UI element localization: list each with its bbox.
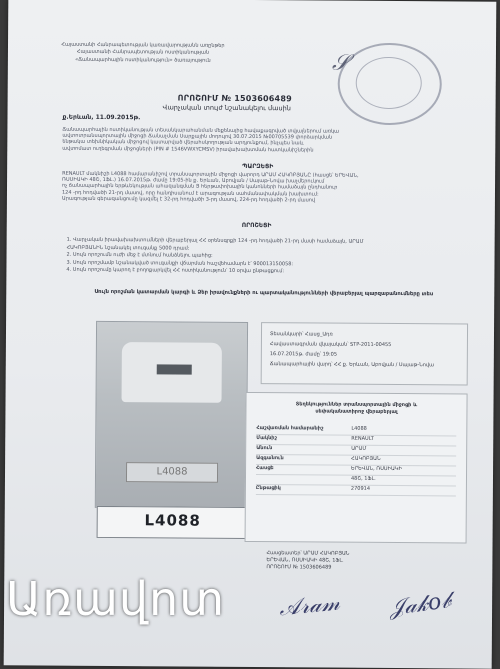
vehicle-info-title-line: Տեղեկություններ տրանսպորտային միջոցի և: [295, 401, 418, 409]
car-plate-mark: [157, 364, 192, 374]
publisher-watermark: Առավոտ: [6, 572, 225, 626]
header-line: Հայաստանի Հանրապետության կառավարությանն առընթեր: [61, 41, 225, 49]
header-line: «Ճանապարհային ոստիկանություն» ծառայություն: [75, 56, 211, 64]
intro-line: ավտոմատ ուղեգրման միջոցների (PIN # 1546VWXYCMSV) իրավախախտման հատկանիշներին: [62, 145, 314, 154]
car-image: [122, 342, 222, 403]
issuer-header: [8, 41, 278, 65]
addressee-address: ԵՐԵՎԱՆ, ՌՍՍԻԱԿԻ 48Շ, 1ՖԼ.: [266, 557, 344, 564]
found-line: ՌՍՍԻԱԿԻ 48Շ, 1ՖԼ.) 16.07.2015թ. ժամը 19:05-ին ք. Երևան, Աբովյան / Սայաթ-Նովա խաչմերուկում: [62, 176, 325, 185]
section-found-heading: ՊԱՐԶԵՑԻ: [242, 162, 274, 171]
intro-line: Ճանապարհային ոստիկանության տեսանկարահանման մեքենայից հավաքագրված տվյալներում առկա: [62, 126, 340, 135]
decision-item: ՀԱԿՈԲՅԱՆԻՆ նշանակել տուգանք 5000 դրամ:: [66, 244, 190, 252]
row-value: ՀԱԿՈԲՅԱՆ: [351, 455, 381, 462]
notice-line: Սույն որոշման կատարման կարգի և Ձեր իրավունքների ու պարտականությունների վերաբերյալ պարզաբանումները տես: [94, 288, 434, 298]
vehicle-info-title-line: սեփականատիրոջ վերաբերյալ: [315, 408, 398, 416]
capture-location: Ճանապարհային վարդ՝ ՀՀ ք. Երևան, Աբովյան / Սայաթ-Նովա: [269, 361, 435, 369]
found-line: ոչ ճանապարհային երթևեկության ահազանգման Յ հերթափոխային կանոնների համաձայն ընդհանուր: [62, 183, 338, 191]
capture-camera: Տեսանկարի՝ Հասց_Ադռ: [269, 331, 333, 338]
section-decided-heading: ՈՐՈՇԵՑԻ: [241, 221, 272, 230]
row-label: [256, 475, 351, 485]
decision-item: 3. Սույն որոշմամբ նշանակված տուգանքի վճարման հաշվեհամարն է՝ 900013150058:: [66, 259, 294, 267]
found-line: 124 -րդ հոդվածի 21-րդ մասով, որը հանդիսանում է արագության սահմանափակման խախտում:: [61, 189, 319, 198]
vehicle-info-table: [256, 425, 456, 496]
plate-number: L4088: [144, 511, 201, 530]
addressee-name: Հասցեատեր՝ ԱՐԱՄ ՀԱԿՈԲՅԱՆ: [266, 550, 350, 557]
found-paragraph: [62, 171, 462, 205]
plate-number-box: [97, 506, 249, 539]
intro-paragraph: [62, 127, 462, 155]
decisions-list: [66, 237, 456, 277]
row-label: Մակնիշ: [256, 435, 277, 442]
capture-info-box: [261, 322, 468, 385]
decision-item: 4. Սույն որոշումը կարող է բողոքարկվել ՀՀ ոստիկանություն՝ 10 օրվա ընթացքում:: [66, 266, 285, 275]
row-value: ԵՐԵՎԱՆ, ՌՍՍԻԱԿԻ: [351, 465, 402, 473]
addressee-block: [266, 550, 349, 572]
decision-item: 1. Վարչական իրավախախտումների վերաբերյալ ՀՀ օրենսգրքի 124 -րդ հոդվածի 21-րդ մասի համաձայն, ԱՐԱՄ: [66, 236, 364, 245]
vehicle-info-title: [246, 401, 466, 417]
row-value: RENAULT: [351, 435, 374, 442]
decision-item: 2. Սույն որոշումն ուժի մեջ է մտնում հանձնելու պահից:: [66, 251, 213, 259]
addressee-doc-number: ՈՐՈՇՈՒՄ № 1503606489: [266, 564, 332, 571]
capture-datetime: 16.07.2015թ. ժամը՝ 19:05: [269, 351, 338, 358]
row-value: L4088: [351, 425, 367, 432]
handwritten-signature: 𝒜𝓇𝒶𝓂: [277, 590, 341, 622]
intro-line: ավտոտրանսպորտային միջոցի Ճանաչման Սարքային մոդուլով 30.07.2015 №00705539 փորձարկման: [62, 132, 333, 141]
camera-photo: [95, 321, 248, 509]
table-row: [256, 485, 456, 496]
row-label: Հասցե: [256, 465, 274, 472]
seal-signature-mark: 𝒮: [331, 50, 350, 76]
row-label: Հաշվառման համարանիշ: [256, 425, 324, 432]
row-value: ԱՐԱՄ: [351, 445, 367, 452]
row-label: Ազգանուն: [256, 455, 284, 462]
capture-certificate: Հավաստագրման վկայական՝ STP-2011-00455: [269, 341, 392, 348]
found-line: RENAULT մակնիշի L4088 համարանիշով տրանսպորտային միջոցի վարորդ ԱՐԱՄ ՀԱԿՈԲՅԱՆԸ (հասցե՝ ԵՐԵՎԱՆ,: [62, 170, 359, 179]
document-subtitle: Վարչական տույժ նշանակելու մասին: [162, 103, 291, 113]
row-label: Ընթացիկ: [255, 485, 281, 492]
header-line: Հայաստանի Հանրապետության ոստիկանության: [76, 49, 210, 56]
intro-line: ենթակա տեխնիկական միջոցով կատարված վերահսկողության արդյունքում, ինչպես նաև: [62, 139, 304, 147]
row-value: 48Շ, 1ՖԼ.: [350, 475, 376, 482]
document-title: ՈՐՈՇՈՒՄ № 1503606489: [177, 93, 292, 104]
row-label: Անուն: [256, 445, 273, 452]
found-line: Արագության գերազանցումը կազմել է 32-րդ հոդվածի 3-րդ մասով, 224-րդ հոդվածի 2-րդ մասով: [61, 195, 316, 204]
photo-plate-closeup: L4088: [126, 462, 218, 483]
row-value: 270914: [350, 485, 371, 492]
seal-inner-ring: [356, 57, 422, 109]
handwritten-signature: 𝒥𝒶𝓀𝑜𝒷: [387, 588, 453, 622]
document-date: ք.Երևան, 11.09.2015թ.: [62, 113, 141, 122]
official-seal: [331, 43, 442, 126]
vehicle-info-box: [245, 392, 468, 544]
document-page: [4, 0, 497, 669]
